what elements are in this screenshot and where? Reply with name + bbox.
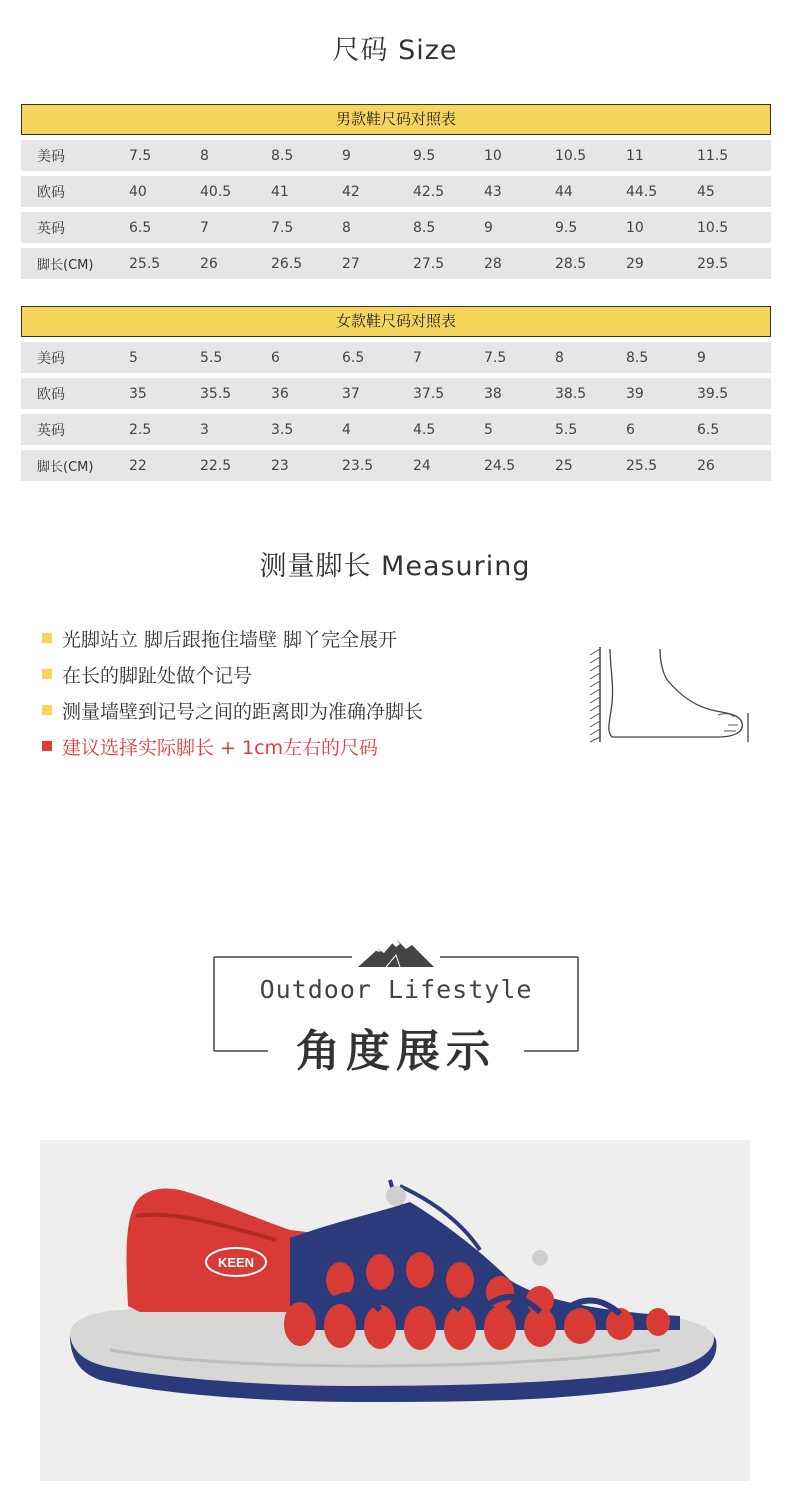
- size-cell: 11: [626, 147, 644, 164]
- size-cell: 23: [271, 457, 289, 474]
- size-cell: 4.5: [413, 421, 436, 438]
- yellow-square-bullet-icon: [42, 633, 52, 643]
- size-cell: 29.5: [697, 255, 729, 272]
- size-cell: 7.5: [129, 147, 152, 164]
- tip-text: 建议选择实际脚长 + 1cm左右的尺码: [62, 736, 379, 759]
- size-cell: 10: [626, 219, 644, 236]
- yellow-square-bullet-icon: [42, 705, 52, 715]
- table-row: [21, 450, 771, 481]
- tip-text: 测量墙壁到记号之间的距离即为准确净脚长: [62, 700, 424, 723]
- size-cell: 37.5: [413, 385, 445, 402]
- men-table-header: 男款鞋尺码对照表: [21, 104, 771, 135]
- size-cell: 24.5: [484, 457, 516, 474]
- tip-item: [42, 620, 423, 656]
- size-cell: 8.5: [413, 219, 436, 236]
- outdoor-lifestyle-text: Outdoor Lifestyle: [259, 975, 533, 1004]
- size-cell: 11.5: [697, 147, 729, 164]
- size-cell: 9.5: [555, 219, 578, 236]
- keen-logo: KEEN: [217, 1255, 255, 1270]
- size-cell: 26: [697, 457, 715, 474]
- size-cell: 26.5: [271, 255, 303, 272]
- row-label: 美码: [37, 148, 65, 165]
- size-cell: 42: [342, 183, 360, 200]
- size-cell: 41: [271, 183, 289, 200]
- size-cell: 8: [342, 219, 351, 236]
- row-label: 美码: [37, 350, 65, 367]
- size-cell: 23.5: [342, 457, 374, 474]
- row-label: 欧码: [37, 184, 65, 201]
- size-cell: 6: [271, 349, 280, 366]
- size-section-title: 尺码 Size: [332, 35, 458, 66]
- row-label: 脚长(CM): [37, 460, 94, 475]
- size-cell: 29: [626, 255, 644, 272]
- mountain-icon: [356, 935, 436, 969]
- table-row: [21, 140, 771, 171]
- size-cell: 40: [129, 183, 147, 200]
- women-size-table: [21, 306, 771, 481]
- foot-against-wall-icon: [588, 645, 758, 745]
- tip-item-recommendation: [42, 728, 423, 764]
- size-cell: 5: [129, 349, 138, 366]
- men-size-table: [21, 104, 771, 279]
- size-cell: 27: [342, 255, 360, 272]
- size-cell: 9: [484, 219, 493, 236]
- outdoor-lifestyle-banner: [212, 933, 580, 1075]
- table-row: [21, 176, 771, 207]
- table-row: [21, 248, 771, 279]
- size-cell: 7: [413, 349, 422, 366]
- table-row: [21, 342, 771, 373]
- size-cell: 8: [200, 147, 209, 164]
- size-cell: 45: [697, 183, 715, 200]
- size-cell: 7: [200, 219, 209, 236]
- angle-display-title: 角度展示: [296, 1026, 496, 1077]
- row-label: 英码: [37, 422, 65, 439]
- woven-sandal-image: [40, 1140, 750, 1481]
- size-cell: 28: [484, 255, 502, 272]
- size-cell: 24: [413, 457, 431, 474]
- row-label: 欧码: [37, 386, 65, 403]
- size-cell: 43: [484, 183, 502, 200]
- size-cell: 7.5: [271, 219, 294, 236]
- size-cell: 8.5: [271, 147, 294, 164]
- size-cell: 39.5: [697, 385, 729, 402]
- size-cell: 22.5: [200, 457, 232, 474]
- size-cell: 8.5: [626, 349, 649, 366]
- size-cell: 44: [555, 183, 573, 200]
- size-cell: 40.5: [200, 183, 232, 200]
- size-cell: 37: [342, 385, 360, 402]
- size-cell: 6.5: [342, 349, 365, 366]
- size-cell: 25.5: [129, 255, 161, 272]
- size-cell: 22: [129, 457, 147, 474]
- size-cell: 38.5: [555, 385, 587, 402]
- size-cell: 6.5: [129, 219, 152, 236]
- size-cell: 39: [626, 385, 644, 402]
- size-cell: 38: [484, 385, 502, 402]
- size-cell: 9: [342, 147, 351, 164]
- size-cell: 9: [697, 349, 706, 366]
- size-cell: 5.5: [200, 349, 223, 366]
- size-cell: 35.5: [200, 385, 232, 402]
- tip-text: 在长的脚趾处做个记号: [62, 664, 253, 687]
- tip-item: [42, 656, 423, 692]
- tip-text: 光脚站立 脚后跟拖住墙壁 脚丫完全展开: [62, 628, 398, 651]
- size-cell: 44.5: [626, 183, 658, 200]
- size-cell: 27.5: [413, 255, 445, 272]
- size-cell: 25.5: [626, 457, 658, 474]
- size-cell: 6.5: [697, 421, 720, 438]
- size-cell: 26: [200, 255, 218, 272]
- table-row: [21, 378, 771, 409]
- size-cell: 8: [555, 349, 564, 366]
- size-cell: 6: [626, 421, 635, 438]
- measure-section-title: 测量脚长 Measuring: [259, 551, 531, 582]
- size-cell: 25: [555, 457, 573, 474]
- table-row: [21, 414, 771, 445]
- size-cell: 42.5: [413, 183, 445, 200]
- size-cell: 10: [484, 147, 502, 164]
- size-cell: 3: [200, 421, 209, 438]
- size-cell: 35: [129, 385, 147, 402]
- tip-item: [42, 692, 423, 728]
- size-cell: 5: [484, 421, 493, 438]
- size-cell: 2.5: [129, 421, 152, 438]
- size-cell: 10.5: [697, 219, 729, 236]
- size-cell: 10.5: [555, 147, 587, 164]
- size-cell: 7.5: [484, 349, 507, 366]
- measure-tips-list: [42, 620, 423, 764]
- size-cell: 9.5: [413, 147, 436, 164]
- table-row: [21, 212, 771, 243]
- size-cell: 28.5: [555, 255, 587, 272]
- row-label: 英码: [37, 220, 65, 237]
- size-cell: 4: [342, 421, 351, 438]
- product-photo: [40, 1140, 750, 1481]
- size-cell: 3.5: [271, 421, 294, 438]
- women-table-header: 女款鞋尺码对照表: [21, 306, 771, 337]
- red-square-bullet-icon: [42, 741, 52, 751]
- row-label: 脚长(CM): [37, 258, 94, 273]
- size-cell: 5.5: [555, 421, 578, 438]
- size-cell: 36: [271, 385, 289, 402]
- yellow-square-bullet-icon: [42, 669, 52, 679]
